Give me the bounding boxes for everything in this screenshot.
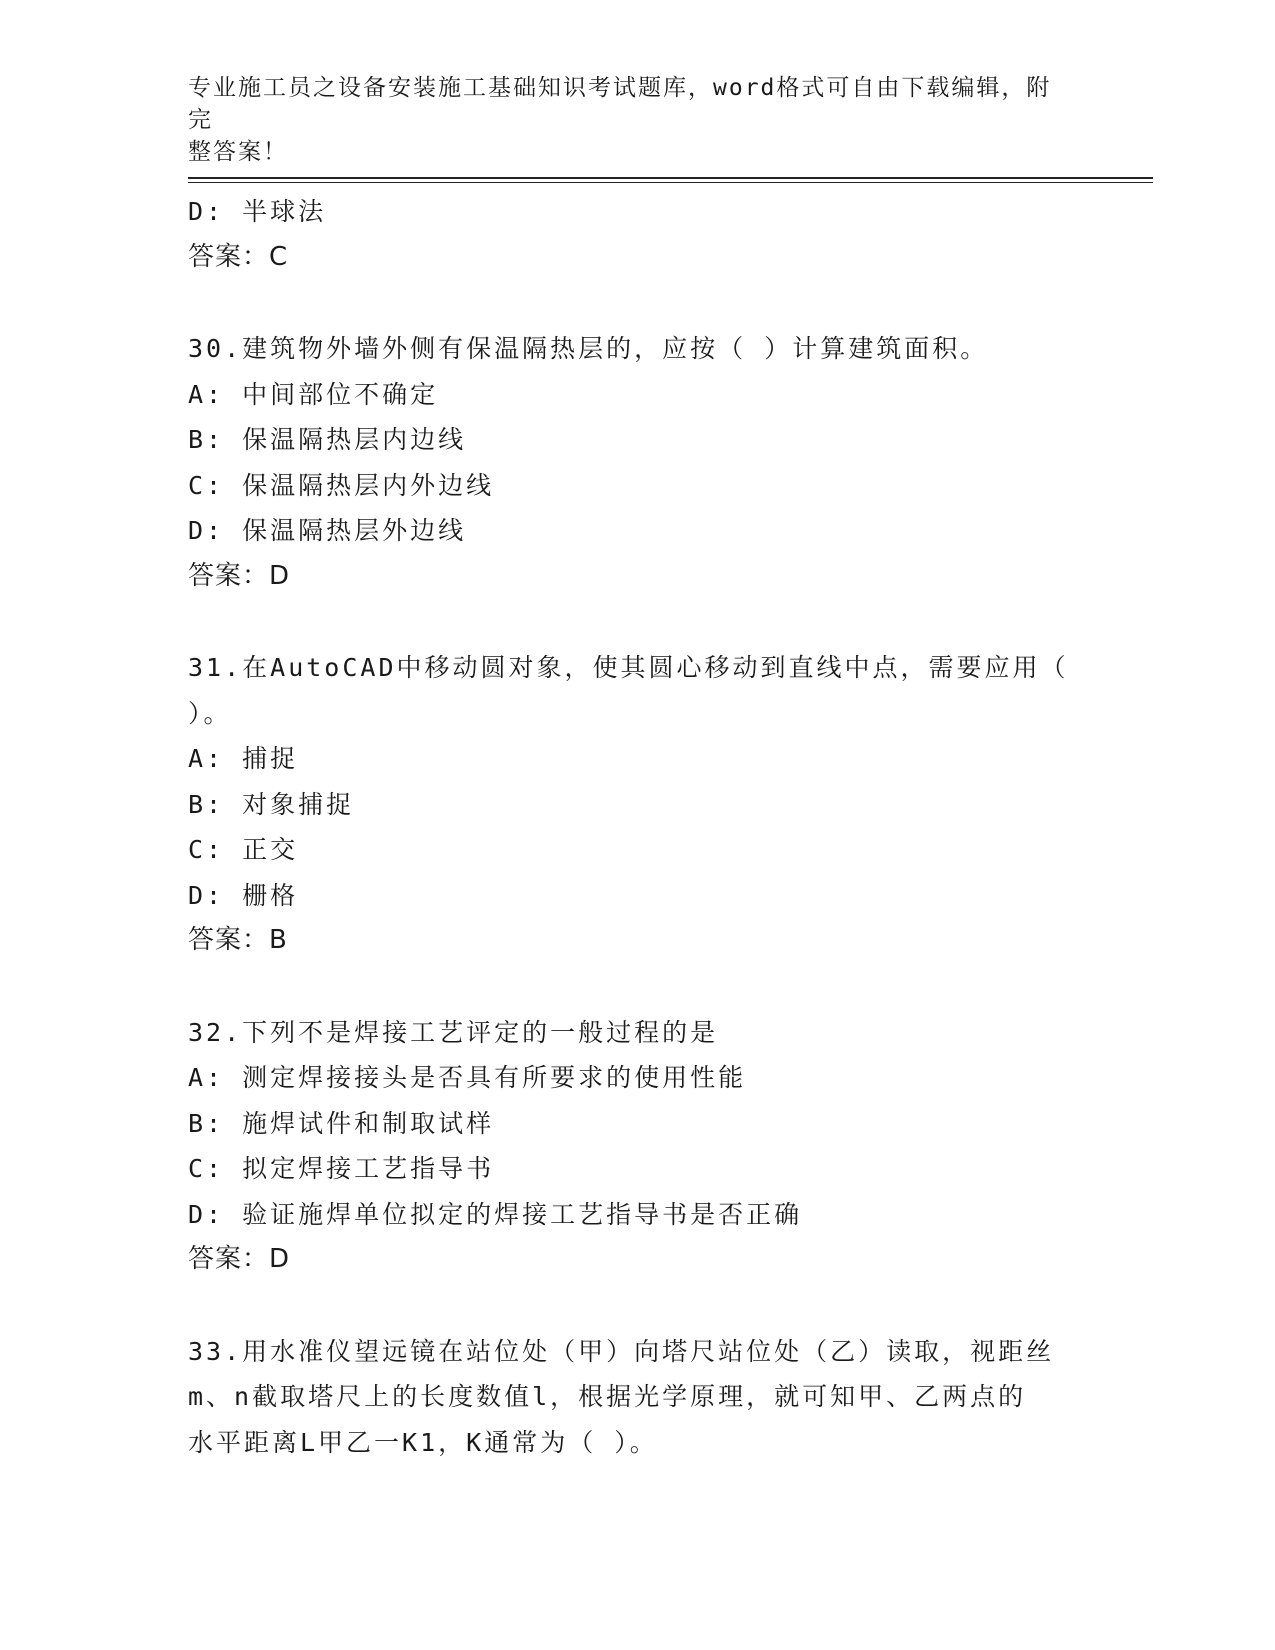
prev-option-d: D: 半球法 [188,197,327,226]
header-line-1: 专业施工员之设备安装施工基础知识考试题库，word格式可自由下载编辑，附完 [188,75,1052,133]
question-32-option-c: C: 拟定焊接工艺指导书 [188,1154,495,1183]
question-32 [188,1010,1088,1283]
question-31-option-b: B: 对象捕捉 [188,789,355,819]
question-31-option-c: C: 正交 [188,835,299,864]
question-30-title: 30.建筑物外墙外侧有保温隔热层的，应按（ ）计算建筑面积。 [188,334,989,363]
header-line-2: 整答案！ [188,139,288,165]
question-30-option-b: B: 保温隔热层内边线 [188,425,467,454]
spacer [188,1283,1088,1329]
question-32-option-d: D: 验证施焊单位拟定的焊接工艺指导书是否正确 [188,1199,803,1229]
question-30-answer: 答案：D [188,560,291,591]
question-31-option-a: A: 捕捉 [188,744,299,773]
question-33-title-line-2: m、n截取塔尺上的长度数值l，根据光学原理，就可知甲、乙两点的 [188,1382,1027,1411]
question-31 [188,645,1088,964]
header-divider-thick [188,177,1153,179]
spacer [188,964,1088,1010]
question-31-answer: 答案：B [188,925,288,955]
question-30-option-c: C: 保温隔热层内外边线 [188,470,495,500]
question-32-title: 32.下列不是焊接工艺评定的一般过程的是 [188,1017,719,1047]
question-33-title-line-1: 33.用水准仪望远镜在站位处（甲）向塔尺站位处（乙）读取，视距丝 [188,1336,1055,1366]
question-33 [188,1329,1088,1466]
question-list [188,189,1088,1465]
question-32-option-a: A: 测定焊接接头是否具有所要求的使用性能 [188,1063,747,1092]
question-31-option-d: D: 栅格 [188,880,299,910]
spacer [188,280,1088,326]
question-30-option-a: A: 中间部位不确定 [188,379,439,409]
question-31-title-line-1: 31.在AutoCAD中移动圆对象，使其圆心移动到直线中点，需要应用（ [188,653,1069,682]
prev-answer: 答案：C [188,241,289,272]
document-header [188,72,1068,168]
question-32-answer: 答案：D [188,1244,291,1274]
spacer [188,599,1088,645]
question-31-title-line-2: ）。 [188,698,232,728]
question-32-option-b: B: 施焊试件和制取试样 [188,1108,495,1138]
header-divider-thin [188,182,1153,183]
question-30-option-d: D: 保温隔热层外边线 [188,516,467,545]
question-30 [188,326,1088,599]
question-33-title-line-3: 水平距离L甲乙一K1，K通常为（ ）。 [188,1427,658,1457]
